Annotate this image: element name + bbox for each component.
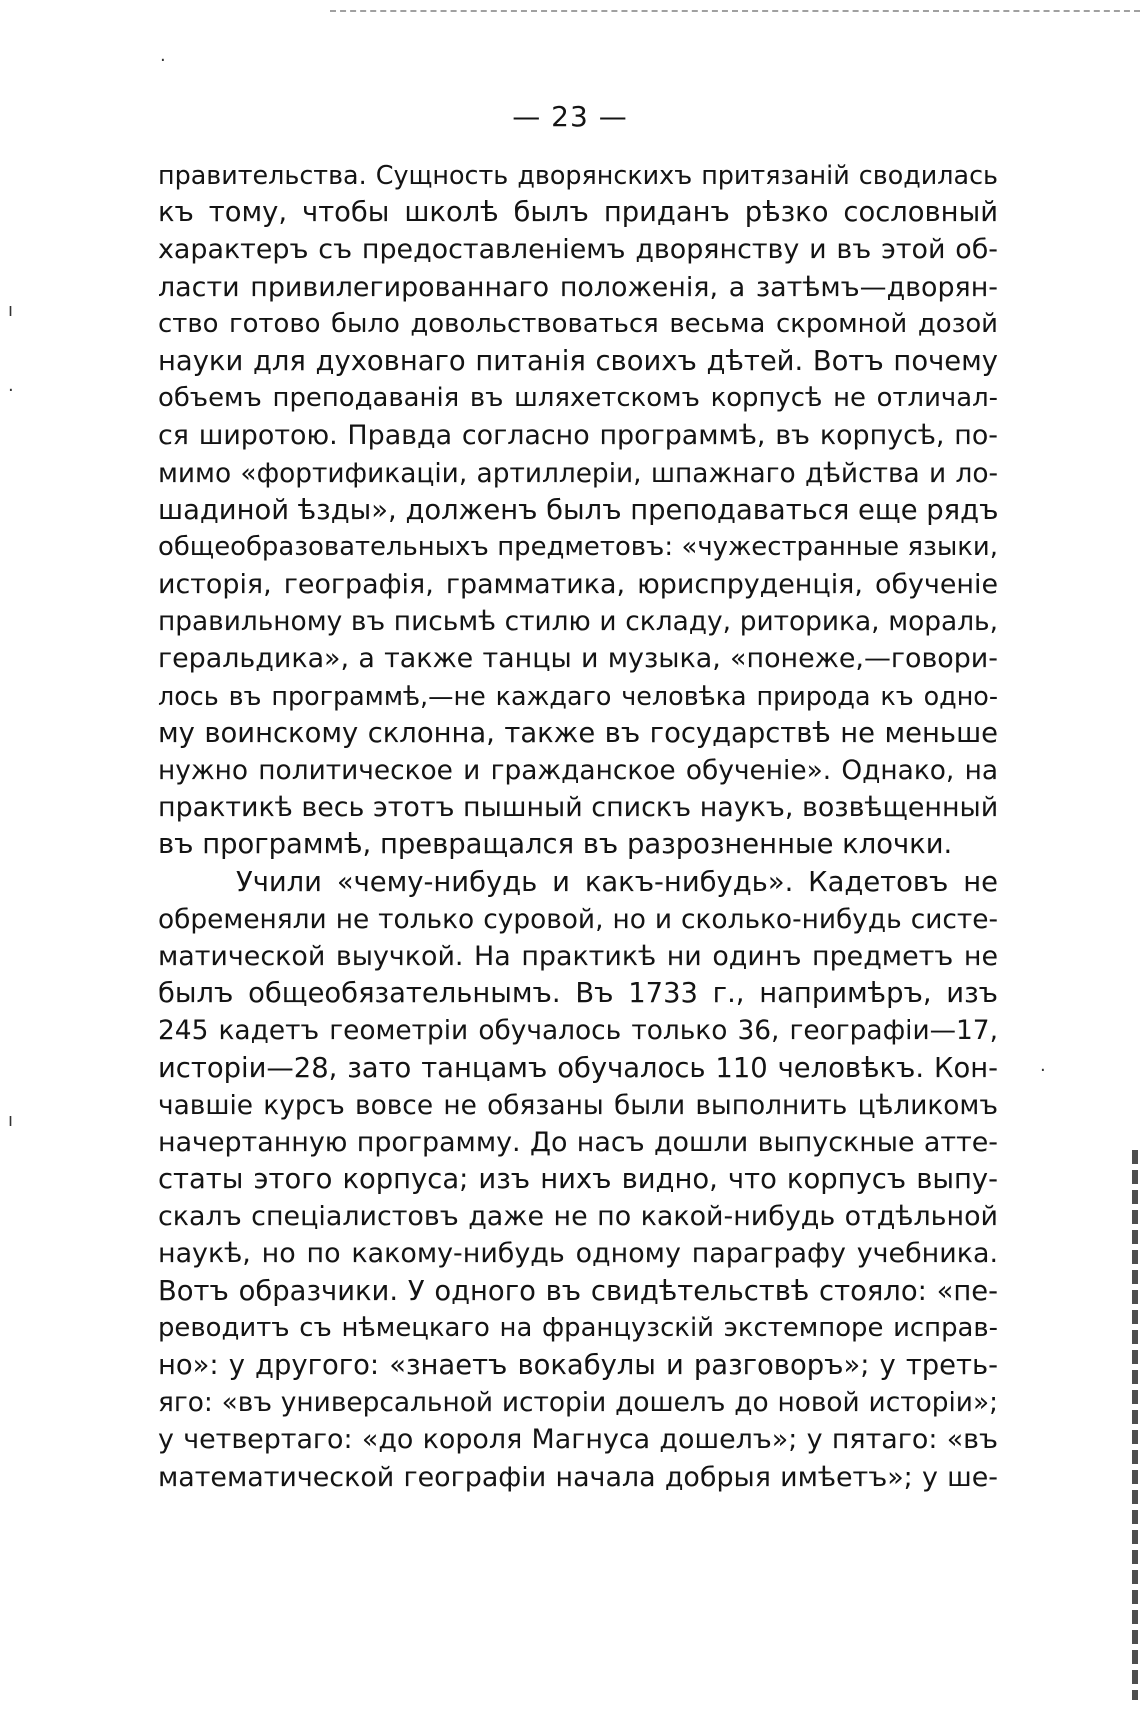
paragraph bbox=[158, 864, 998, 1496]
text-line: шадиной ѣзды», долженъ былъ преподаваться еще рядъ bbox=[158, 494, 999, 526]
text-line: наукѣ, но по какому-нибудь одному параграфу учебника. bbox=[158, 1238, 998, 1270]
scan-speck: · bbox=[1040, 1060, 1046, 1081]
text-line: былъ общеобязательнымъ. Въ 1733 г., напримѣръ, изъ bbox=[158, 978, 998, 1010]
text-line: у четвертаго: «до короля Магнуса дошелъ»; у пятаго: «въ bbox=[158, 1424, 998, 1456]
text-line: характеръ съ предоставленіемъ дворянству и въ этой об- bbox=[158, 234, 998, 266]
text-line: ся широтою. Правда согласно программѣ, въ корпусѣ, по- bbox=[158, 420, 998, 452]
text-line: исторія, географія, грамматика, юриспруденція, обученіе bbox=[158, 569, 998, 601]
text-line: лось въ программѣ,—не каждаго человѣка природа къ одно- bbox=[158, 680, 998, 711]
scan-speck: · bbox=[8, 380, 14, 401]
text-line: реводитъ съ нѣмецкаго на французскій экстемпоре исправ- bbox=[158, 1312, 998, 1343]
text-line: яго: «въ универсальной исторіи дошелъ до новой исторіи»; bbox=[158, 1387, 998, 1419]
text-line: нужно политическое и гражданское обученіе». Однако, на bbox=[158, 755, 998, 786]
text-line: скалъ спеціалистовъ даже не по какой-нибудь отдѣльной bbox=[158, 1201, 998, 1233]
text-line: му воинскому склонна, также въ государствѣ не меньше bbox=[158, 717, 998, 749]
text-line: ласти привилегированнаго положенія, а затѣмъ—дворян- bbox=[158, 271, 998, 303]
text-line: правительства. Сущность дворянскихъ притязаній сводилась bbox=[158, 160, 998, 190]
text-line: начертанную программу. До насъ дошли выпускные атте- bbox=[158, 1126, 998, 1158]
text-line: матической выучкой. На практикѣ ни одинъ предметъ не bbox=[158, 940, 998, 972]
text-line: практикѣ весь этотъ пышный спискъ наукъ, возвѣщенный bbox=[158, 792, 999, 824]
text-line: геральдика», а также танцы и музыка, «понеже,—говори- bbox=[158, 643, 998, 675]
text-line: въ программѣ, превращался въ разрозненные клочки. bbox=[158, 829, 953, 861]
paragraph bbox=[158, 157, 998, 864]
body-text bbox=[158, 157, 998, 1496]
page-binding-edge bbox=[1132, 1150, 1138, 1700]
text-line: чавшіе курсъ вовсе не обязаны были выполнить цѣликомъ bbox=[158, 1089, 998, 1121]
text-line: объемъ преподаванія въ шляхетскомъ корпусѣ не отличал- bbox=[158, 383, 998, 414]
text-line: 245 кадетъ геометріи обучалось только 36, географіи—17, bbox=[158, 1015, 998, 1047]
scan-speck: ı bbox=[8, 1110, 14, 1131]
page-top-edge bbox=[330, 0, 1140, 12]
text-line: математической географіи начала добрыя имѣетъ»; у ше- bbox=[158, 1461, 998, 1493]
text-line: ство готово было довольствоваться весьма скромной дозой bbox=[158, 308, 998, 339]
text-line: Учили «чему-нибудь и какъ-нибудь». Кадетовъ не bbox=[236, 866, 998, 898]
text-line: Вотъ образчики. У одного въ свидѣтельствѣ стояло: «пе- bbox=[158, 1275, 998, 1307]
text-line: но»: у другого: «знаетъ вокабулы и разговоръ»; у треть- bbox=[158, 1350, 998, 1381]
text-line: обременяли не только суровой, но и сколько-нибудь систе- bbox=[158, 903, 998, 935]
scan-speck: · bbox=[160, 50, 166, 71]
text-line: общеобразовательныхъ предметовъ: «чужестранные языки, bbox=[158, 531, 998, 562]
text-line: науки для духовнаго питанія своихъ дѣтей. Вотъ почему bbox=[158, 345, 998, 377]
text-line: къ тому, чтобы школѣ былъ приданъ рѣзко сословный bbox=[158, 197, 998, 229]
scan-speck: ı bbox=[8, 300, 14, 321]
page-number: — 23 — bbox=[512, 100, 628, 133]
text-line: мимо «фортификаціи, артиллеріи, шпажнаго дѣйства и ло- bbox=[158, 457, 998, 489]
text-line: правильному въ письмѣ стилю и складу, риторика, мораль, bbox=[158, 606, 998, 638]
text-line: исторіи—28, зато танцамъ обучалось 110 человѣкъ. Кон- bbox=[158, 1052, 998, 1084]
text-line: статы этого корпуса; изъ нихъ видно, что корпусъ выпу- bbox=[158, 1164, 998, 1196]
